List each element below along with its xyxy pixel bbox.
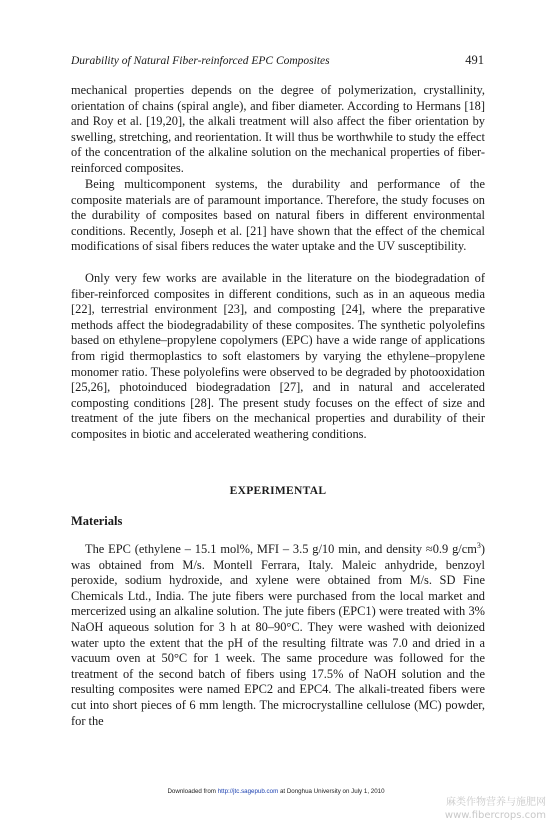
download-footer (0, 788, 552, 795)
page-number: 491 (465, 53, 484, 67)
site-watermark (445, 796, 546, 822)
superscript: 3 (476, 540, 481, 550)
paragraph-text (71, 542, 485, 729)
text-run: ) was obtained from M/s. Montell Ferrara, Italy. Maleic anhydride, benzoyl peroxide, sodium hydroxide, and xylene were obtained from M/s. SD Fine Chemicals Ltd., India. The jute fibers were purchased from the local market and mercerized using an alkaline solution. The jute fibers (EPC1) were treated with 3% NaOH aqueous solution for 3 h at 80–90°C. They were washed with deionized water upto the extent that the pH of the resulting filtrate was 7.0 and dried in a vacuum oven at 50°C for 1 week. The same procedure was followed for the treatment of the second batch of fibers using 17.5% of NaOH solution and the resulting composites were named EPC2 and EPC4. The alkali-treated fibers were cut into short pieces of 6 mm length. The microcrystalline cellulose (MC) powder, for the (71, 542, 485, 728)
footer-link[interactable]: http://jtc.sagepub.com (217, 788, 279, 795)
paragraph-3 (71, 271, 485, 443)
paragraph-text: Only very few works are available in the literature on the biodegradation of fiber-reinforced composites in different conditions, such as in an aqueous media [22], terrestrial environment [23], and composting [24], where the preparative methods affect the biodegradability of these composites. The synthetic polyolefins based on ethylene–propylene copolymers (EPC) have a wide range of applications from rigid thermoplastics to soft elastomers by varying the ethylene–propylene monomer ratio. These polyolefins were observed to be degraded by photooxidation [25,26], photoinduced biodegradation [27], and in natural and accelerated composting conditions [28]. The present study focuses on the effect of size and treatment of the jute fibers on the mechanical properties and durability of their composites in biotic and accelerated weathering conditions. (71, 271, 485, 441)
watermark-line-1: 麻类作物营养与施肥网 (446, 797, 546, 808)
footer-suffix: at Donghua University on July 1, 2010 (278, 788, 385, 795)
watermark-line-2: www.fibercrops.com (444, 810, 546, 821)
footer-prefix: Downloaded from (167, 788, 218, 795)
text-run: The EPC (ethylene – 15.1 mol%, MFI – 3.5 g/10 min, and density ≈0.9 g/cm (85, 542, 477, 556)
section-heading: EXPERIMENTAL (229, 485, 327, 497)
paragraph-1 (71, 83, 485, 177)
subsection-heading: Materials (71, 514, 123, 528)
paragraph-2 (71, 177, 485, 255)
running-title: Durability of Natural Fiber-reinforced EPC Composites (71, 55, 330, 67)
materials-paragraph (71, 542, 485, 729)
paragraph-text: mechanical properties depends on the degree of polymerization, crystallinity, orientation of chains (spiral angle), and fiber diameter. According to Hermans [18] and Roy et al. [19,20], the alkali treatment will also affect the fiber orientation by swelling, stretching, and reorientation. It will thus be worthwhile to study the effect of the concentration of the alkaline solution on the mechanical properties of fiber-reinforced composites. (71, 83, 485, 175)
paragraph-text: Being multicomponent systems, the durability and performance of the composite materials are of paramount importance. Therefore, the study focuses on the durability of composites based on natural fibers in different environmental conditions. Recently, Joseph et al. [21] have shown that the effect of the chemical modifications of sisal fibers reduces the water uptake and the UV susceptibility. (71, 177, 485, 254)
